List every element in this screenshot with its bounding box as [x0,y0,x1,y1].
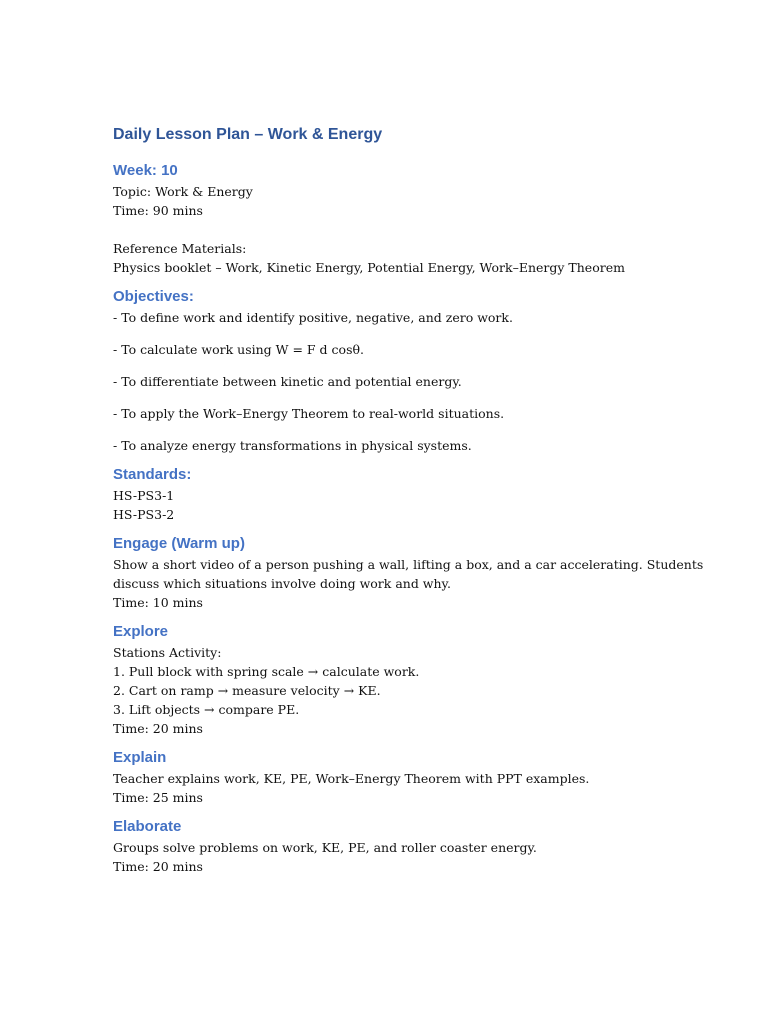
elaborate-time: Time: 20 mins [113,859,203,874]
explore-heading: Explore [113,623,169,640]
week-section [113,160,713,277]
standard-item: HS-PS3-1 [113,488,175,503]
objective-item: - To differentiate between kinetic and potential energy. [113,374,462,389]
standards-heading: Standards: [113,466,192,483]
elaborate-heading: Elaborate [113,818,182,835]
standard-item: HS-PS3-2 [113,507,175,522]
objectives-section [113,286,713,455]
objectives-heading: Objectives: [113,288,194,305]
reference-label: Reference Materials: [113,241,247,256]
explore-item: 1. Pull block with spring scale → calculate work. [113,664,420,679]
engage-time: Time: 10 mins [113,595,203,610]
explain-text: Teacher explains work, KE, PE, Work–Energy Theorem with PPT examples. [113,771,590,786]
elaborate-text: Groups solve problems on work, KE, PE, and roller coaster energy. [113,840,537,855]
standards-section [113,464,713,524]
objective-item: - To calculate work using W = F d cosθ. [113,342,364,357]
explore-item: 2. Cart on ramp → measure velocity → KE. [113,683,381,698]
explain-section [113,747,713,807]
explore-time: Time: 20 mins [113,721,203,736]
explore-section [113,621,713,738]
explain-time: Time: 25 mins [113,790,203,805]
explore-item: 3. Lift objects → compare PE. [113,702,300,717]
explain-heading: Explain [113,749,167,766]
objective-item: - To apply the Work–Energy Theorem to real-world situations. [113,406,505,421]
engage-heading: Engage (Warm up) [113,535,245,552]
total-time-text: Time: 90 mins [113,203,203,218]
reference-text: Physics booklet – Work, Kinetic Energy, Potential Energy, Work–Energy Theorem [113,260,625,275]
page-title: Daily Lesson Plan – Work & Energy [113,126,383,143]
topic-text: Topic: Work & Energy [113,184,253,199]
elaborate-section [113,816,713,876]
week-heading: Week: 10 [113,162,178,179]
objective-item: - To define work and identify positive, negative, and zero work. [113,310,513,325]
engage-section [113,533,713,612]
objective-item: - To analyze energy transformations in physical systems. [113,438,472,453]
explore-intro: Stations Activity: [113,645,222,660]
engage-text: Show a short video of a person pushing a wall, lifting a box, and a car accelerating. Students discuss which situations involve doing work and why. [113,557,704,591]
blank-line [113,220,713,239]
lesson-plan-content [113,124,713,885]
